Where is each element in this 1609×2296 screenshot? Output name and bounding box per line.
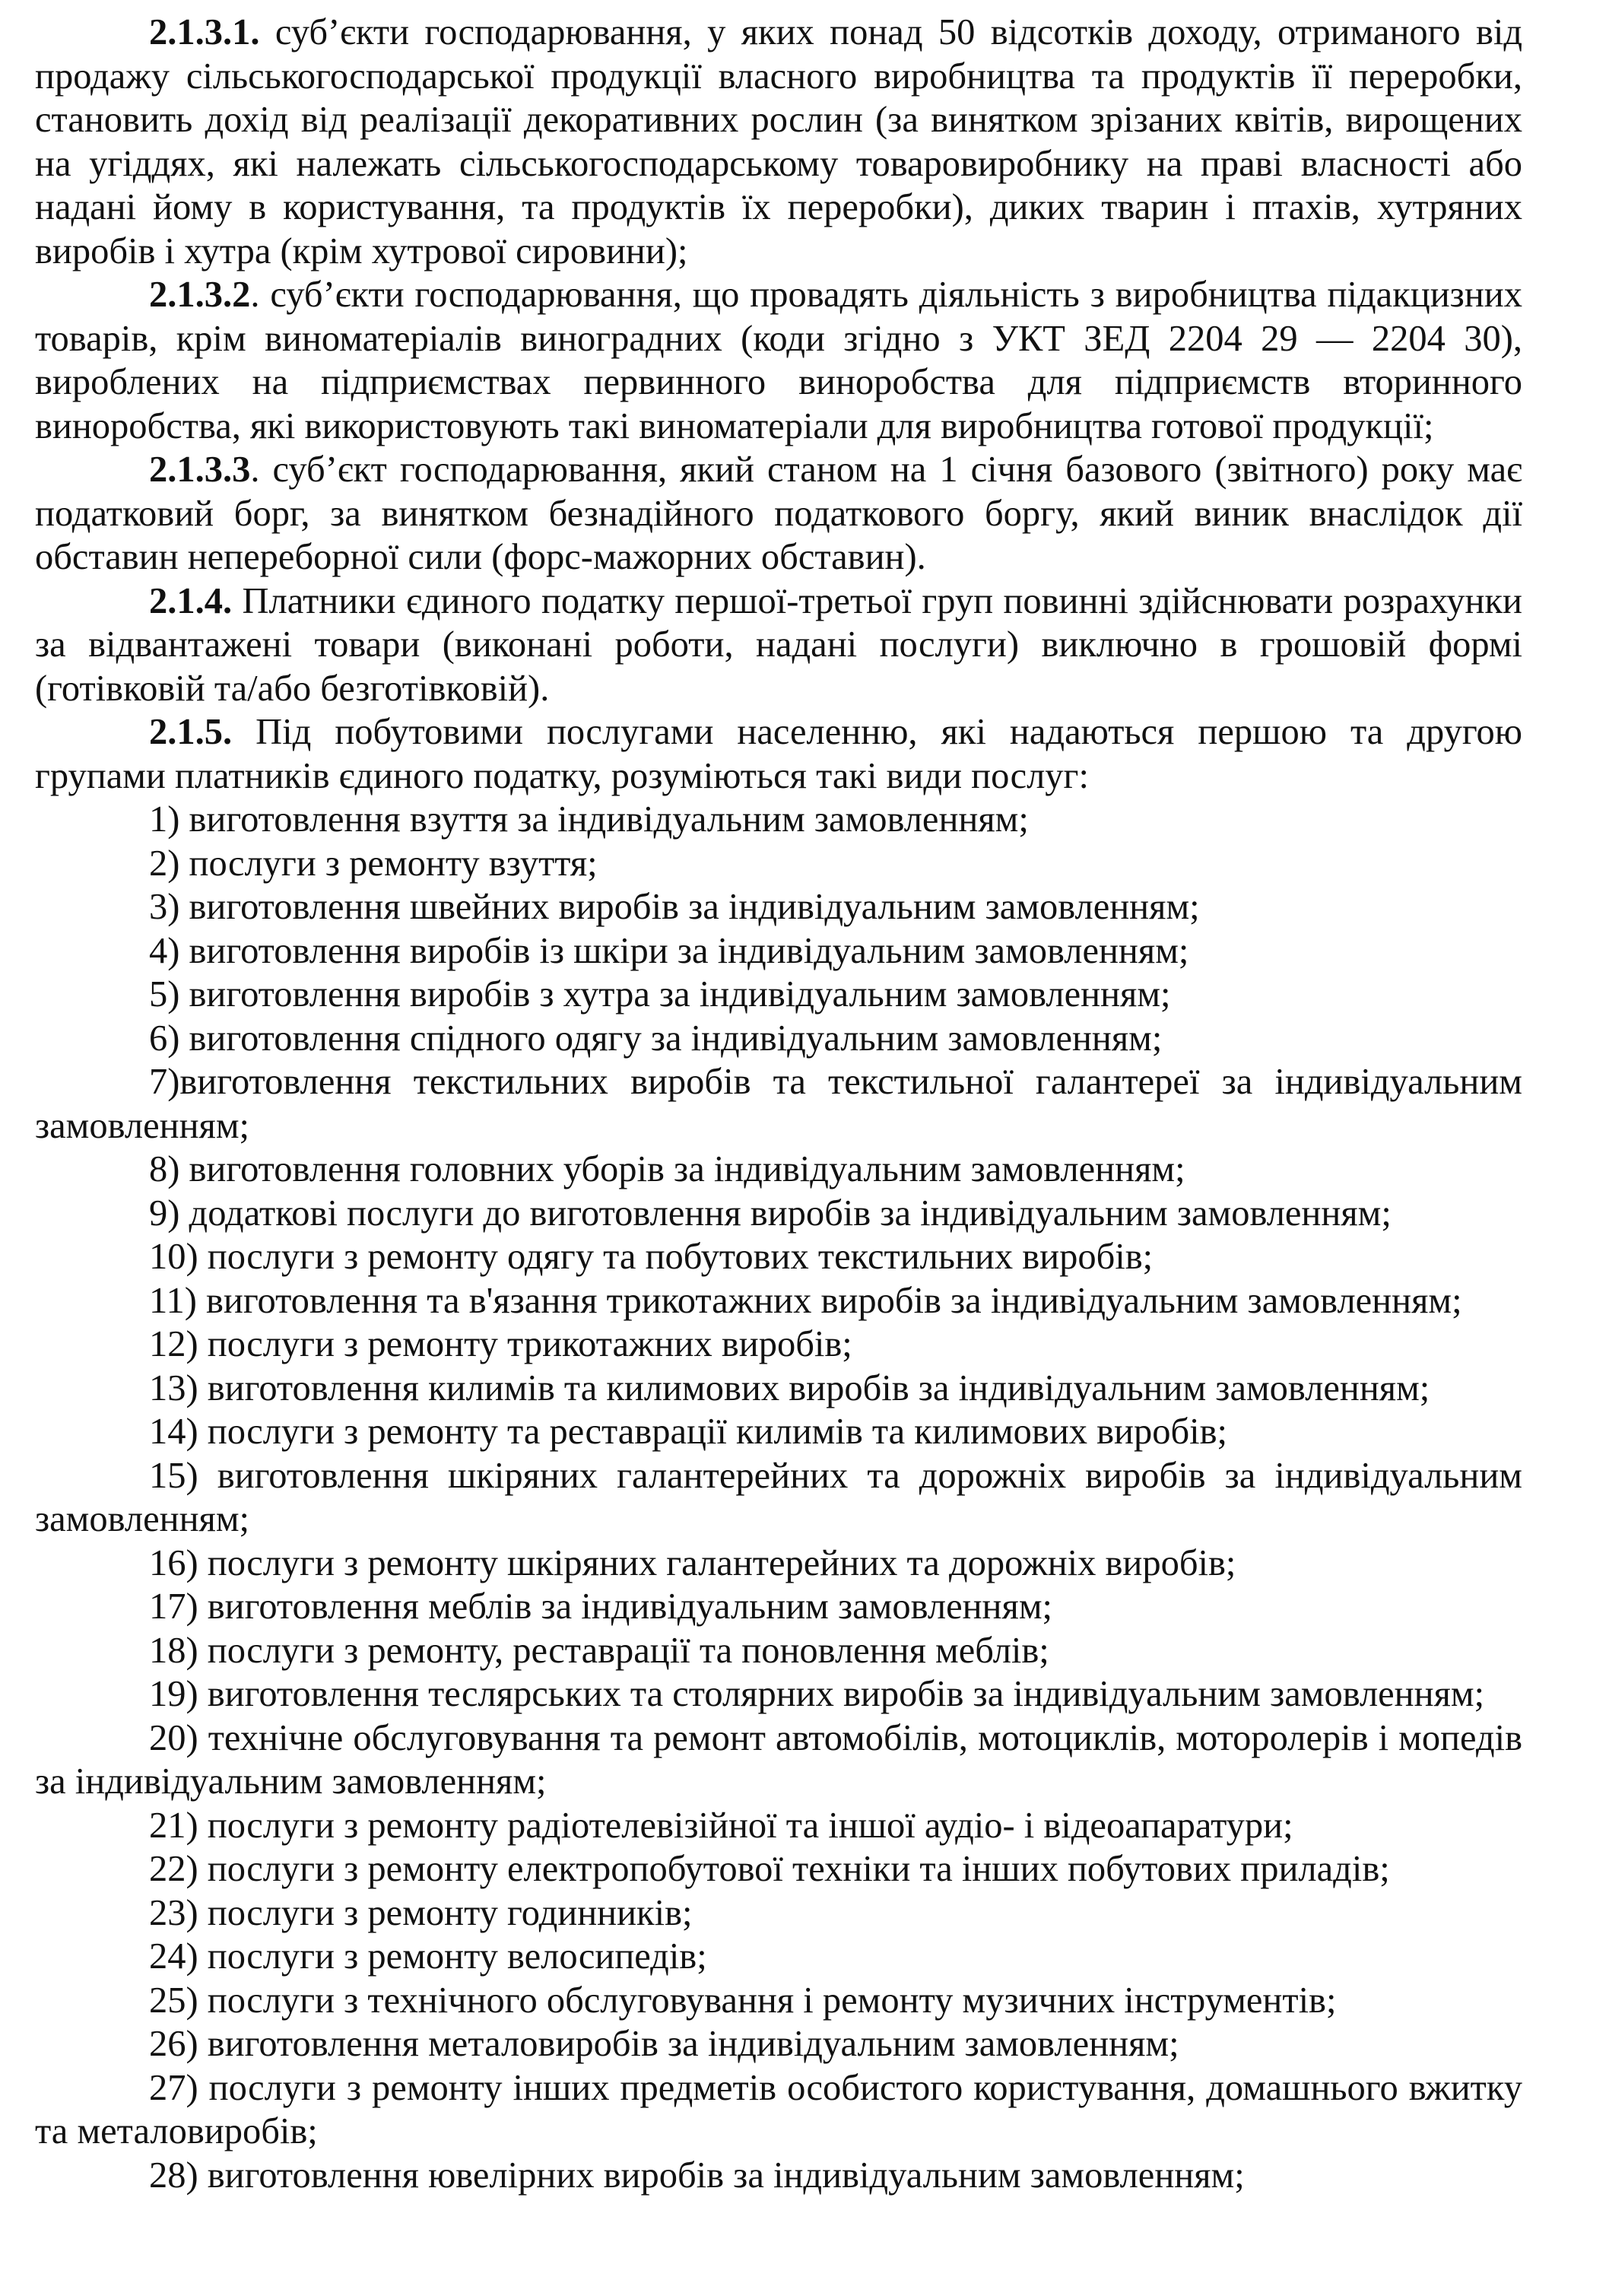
paragraph-2-1-3-1 [35,11,1522,273]
list-item: 2) послуги з ремонту взуття; [149,843,598,884]
paragraph-number: 2.1.4. [149,580,233,621]
list-item: 15) виготовлення шкіряних галантерейних та дорожніх виробів за індивідуальним замовленням; [35,1455,1522,1539]
list-item: 7)виготовлення текстильних виробів та текстильної галантереї за індивідуальним замовленням; [35,1062,1522,1146]
paragraph-2-1-4 [35,580,1522,711]
list-item: 19) виготовлення теслярських та столярних виробів за індивідуальним замовленням; [149,1674,1485,1714]
list-item: 16) послуги з ремонту шкіряних галантерейних та дорожніх виробів; [149,1542,1236,1583]
list-item: 28) виготовлення ювелірних виробів за індивідуальним замовленням; [149,2155,1245,2196]
services-list [35,798,1522,2197]
paragraph-2-1-3-3 [35,448,1522,580]
list-item: 22) послуги з ремонту електропобутової техніки та інших побутових приладів; [149,1849,1390,1889]
list-item: 20) технічне обслуговування та ремонт автомобілів, мотоциклів, моторолерів і мопедів за індивідуальним замовленням; [35,1717,1522,1802]
list-item: 12) послуги з ремонту трикотажних виробів; [149,1324,852,1364]
paragraph-2-1-5 [35,710,1522,798]
document-page [35,11,1522,2197]
list-item: 18) послуги з ремонту, реставрації та поновлення меблів; [149,1630,1049,1671]
list-item: 27) послуги з ремонту інших предметів особистого користування, домашнього вжитку та металовиробів; [35,2067,1522,2152]
paragraph-text: Під побутовими послугами населенню, які надаються першою та другою групами платників єдиного податку, розуміються такі види послуг: [35,712,1522,796]
paragraph-number: 2.1.3.1. [149,12,260,52]
paragraph-number: 2.1.3.2 [149,275,251,315]
list-item: 1) виготовлення взуття за індивідуальним замовленням; [149,799,1029,840]
paragraph-text: . суб’єкти господарювання, що провадять діяльність з виробництва підакцизних товарів, крім виноматеріалів виноградних (коди згідно з УКТ ЗЕД 2204 29 — 2204 30), вироблених на підприємствах первинного виноробства для підприємств вторинного виноробства, які використовують такі виноматеріали для виробництва готової продукції; [35,275,1522,446]
list-item: 25) послуги з технічного обслуговування і ремонту музичних інструментів; [149,1980,1337,2021]
paragraph-text: Платники єдиного податку першої-третьої груп повинні здійснювати розрахунки за відвантажені товари (виконані роботи, надані послуги) виключно в грошовій формі (готівковій та/або безготівковій). [35,580,1522,709]
list-item: 23) послуги з ремонту годинників; [149,1892,693,1933]
list-item: 24) послуги з ремонту велосипедів; [149,1936,707,1977]
list-item: 21) послуги з ремонту радіотелевізійної та іншої аудіо- і відеоапаратури; [149,1805,1293,1846]
list-item: 9) додаткові послуги до виготовлення виробів за індивідуальним замовленням; [149,1192,1392,1234]
paragraph-number: 2.1.5. [149,712,233,752]
list-item: 11) виготовлення та в'язання трикотажних виробів за індивідуальним замовленням; [149,1280,1462,1321]
list-item: 5) виготовлення виробів з хутра за індивідуальним замовленням; [149,974,1171,1015]
list-item: 17) виготовлення меблів за індивідуальним замовленням; [149,1586,1052,1627]
list-item: 6) виготовлення спідного одягу за індивідуальним замовленням; [149,1018,1163,1059]
paragraph-number: 2.1.3.3 [149,449,251,490]
list-item: 8) виготовлення головних уборів за індивідуальним замовленням; [149,1149,1185,1189]
list-item: 4) виготовлення виробів із шкіри за індивідуальним замовленням; [149,930,1189,971]
list-item: 13) виготовлення килимів та килимових виробів за індивідуальним замовленням; [149,1367,1430,1408]
list-item: 14) послуги з ремонту та реставрації килимів та килимових виробів; [149,1412,1228,1452]
list-item: 3) виготовлення швейних виробів за індивідуальним замовленням; [149,887,1200,927]
paragraph-2-1-3-2 [35,273,1522,448]
list-item: 26) виготовлення металовиробів за індивідуальним замовленням; [149,2024,1179,2064]
list-item: 10) послуги з ремонту одягу та побутових текстильних виробів; [149,1237,1154,1277]
paragraph-text: суб’єкти господарювання, у яких понад 50 відсотків доходу, отриманого від продажу сільськогосподарської продукції власного виробництва та продуктів її переробки, становить дохід від реалізації декоративних рослин (за винятком зрізаних квітів, вирощених на угіддях, які належать сільськогосподарському товаровиробнику на праві власності або надані йому в користування, та продуктів їх переробки), диких тварин і птахів, хутряних виробів і хутра (крім хутрової сировини); [35,12,1522,272]
paragraph-text: . суб’єкт господарювання, який станом на 1 січня базового (звітного) року має податковий борг, за винятком безнадійного податкового боргу, який виник внаслідок дії обставин непереборної сили (форс-мажорних обставин). [35,449,1522,577]
